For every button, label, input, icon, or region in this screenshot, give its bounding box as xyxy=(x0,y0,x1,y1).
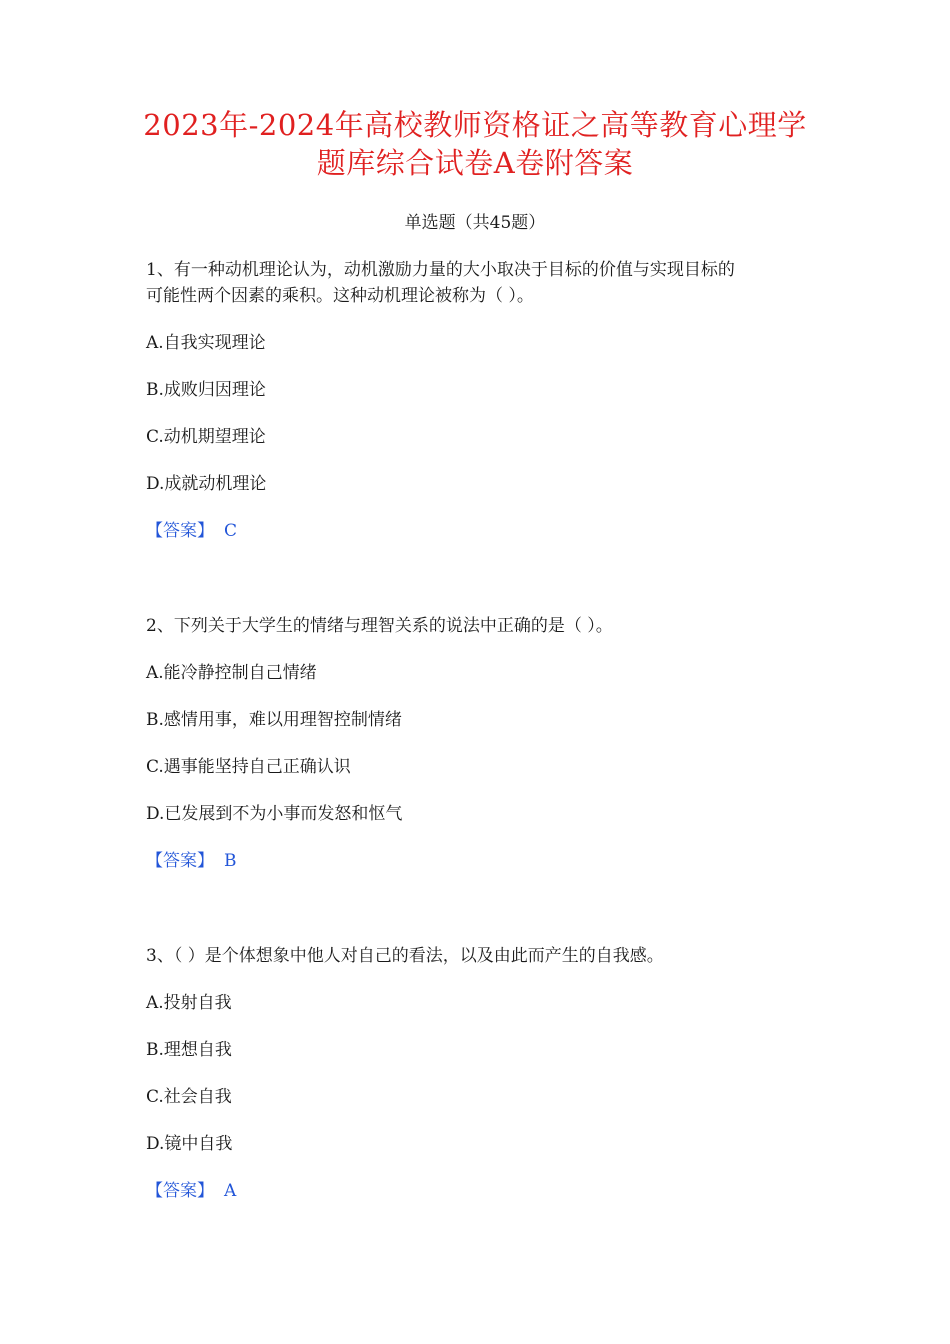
answer-label: 【答案】 xyxy=(146,521,214,541)
answer-value: B xyxy=(224,851,237,871)
question-3-option-c: C.社会自我 xyxy=(146,1087,232,1107)
question-1-stem-line-1: 1、有一种动机理论认为，动机激励力量的大小取决于目标的价值与实现目标的 xyxy=(146,260,735,280)
question-2-answer xyxy=(146,849,237,873)
question-3-answer xyxy=(146,1179,236,1203)
section-heading: 单选题（共45题） xyxy=(404,213,546,233)
question-2-option-b: B.感情用事，难以用理智控制情绪 xyxy=(146,710,402,730)
question-1-stem-line-2: 可能性两个因素的乘积。这种动机理论被称为（ ）。 xyxy=(146,286,534,306)
question-1-answer xyxy=(146,519,237,543)
title-line-2: 题库综合试卷A卷附答案 xyxy=(316,146,634,180)
question-1-option-b: B.成败归因理论 xyxy=(146,380,266,400)
answer-value: A xyxy=(224,1181,237,1201)
document-title xyxy=(0,106,950,182)
question-1-option-c: C.动机期望理论 xyxy=(146,427,266,447)
title-line-1: 2023年-2024年高校教师资格证之高等教育心理学 xyxy=(143,108,807,142)
question-2-option-d: D.已发展到不为小事而发怒和怄气 xyxy=(146,804,403,824)
answer-label: 【答案】 xyxy=(146,1181,214,1201)
question-2-option-a: A.能冷静控制自己情绪 xyxy=(146,663,317,683)
answer-label: 【答案】 xyxy=(146,851,214,871)
question-3-option-d: D.镜中自我 xyxy=(146,1134,233,1154)
question-2-stem: 2、下列关于大学生的情绪与理智关系的说法中正确的是（ ）。 xyxy=(146,616,613,636)
question-3-option-b: B.理想自我 xyxy=(146,1040,232,1060)
question-1-option-a: A.自我实现理论 xyxy=(146,333,266,353)
answer-value: C xyxy=(224,521,238,541)
question-3-option-a: A.投射自我 xyxy=(146,993,232,1013)
question-2-option-c: C.遇事能坚持自己正确认识 xyxy=(146,757,351,777)
question-1-option-d: D.成就动机理论 xyxy=(146,474,267,494)
question-3-stem: 3、（ ）是个体想象中他人对自己的看法，以及由此而产生的自我感。 xyxy=(146,946,664,966)
